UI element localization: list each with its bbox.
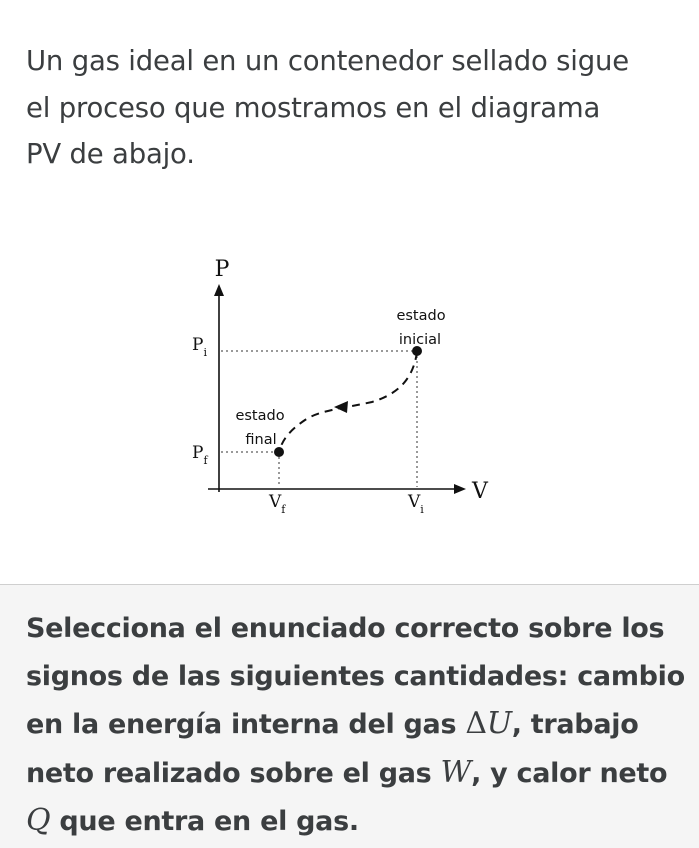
v-final-sub: f [281, 503, 286, 516]
p-initial-label [192, 335, 207, 359]
process-direction-arrow-icon [334, 401, 348, 413]
question-line-1: Selecciona el enunciado correcto sobre los [26, 613, 665, 644]
p-final-label [192, 443, 208, 467]
v-final-main: V [269, 492, 282, 512]
p-axis-label: P [214, 257, 230, 282]
question-line-4-text: neto realizado sobre el gas [26, 757, 441, 789]
question-line-4 [26, 749, 686, 798]
v-initial-main: V [408, 492, 421, 512]
p-final-sub: f [203, 454, 208, 467]
v-initial-label [407, 492, 424, 516]
intro-line-2: el proceso que mostramos en el diagrama [26, 91, 601, 124]
p-initial-sub: i [203, 346, 207, 359]
question-line-5 [26, 797, 686, 846]
initial-state-label-1: estado [396, 308, 446, 324]
p-final-main: P [192, 443, 204, 463]
intro-line-3: PV de abajo. [26, 138, 195, 170]
v-final-label [268, 492, 286, 516]
question-panel [0, 585, 699, 848]
question-line-5-text: que entra en el gas. [50, 806, 359, 837]
final-state-point [274, 447, 284, 457]
v-axis-label: V [472, 479, 488, 504]
u-symbol: U [486, 706, 512, 741]
final-state-label-1: estado [235, 408, 285, 424]
v-initial-sub: i [420, 503, 424, 516]
delta-symbol: Δ [465, 706, 487, 741]
w-symbol: W [440, 754, 472, 790]
question-line-2: signos de las siguientes cantidades: cambio [26, 660, 685, 692]
question-line-3 [26, 700, 686, 749]
question-line-4-end: , y calor neto [471, 757, 668, 789]
intro-paragraph [26, 38, 676, 178]
question-line-3-end: , trabajo [511, 709, 639, 740]
intro-line-1: Un gas ideal en un contenedor sellado sigue [26, 45, 629, 77]
p-initial-main: P [192, 335, 204, 355]
p-axis-arrow-icon [214, 284, 224, 296]
question-line-3-text: en la energía interna del gas [26, 709, 466, 740]
v-axis-arrow-icon [454, 484, 466, 494]
pv-diagram [0, 240, 699, 540]
initial-state-label-2: inicial [398, 332, 442, 348]
delta-u-symbol [465, 706, 511, 741]
process-path [279, 352, 417, 452]
question-text [26, 605, 686, 846]
final-state-label-2: final [245, 432, 277, 448]
q-symbol: Q [26, 803, 51, 838]
